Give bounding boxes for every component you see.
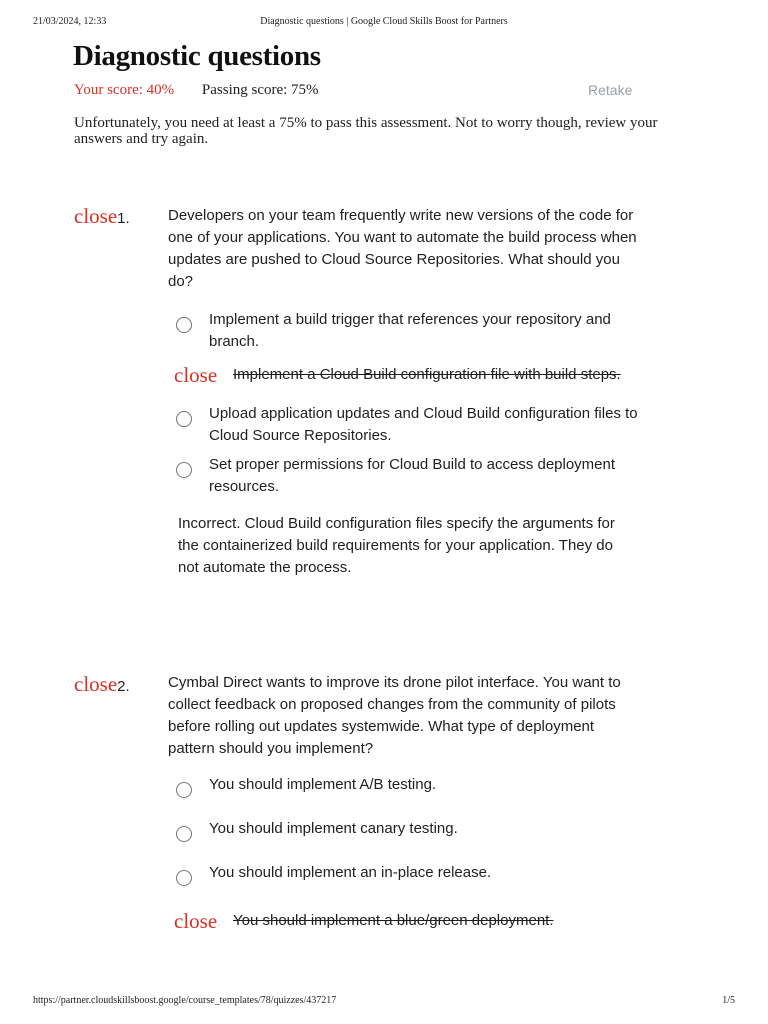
score-line [74, 82, 319, 99]
option-label: You should implement canary testing. [209, 820, 458, 837]
option-label: Upload application updates and Cloud Build configuration files to Cloud Source Repositories. [209, 405, 638, 444]
close-icon: close [174, 363, 218, 387]
passing-score: Passing score: 75% [201, 82, 319, 98]
page-title: Diagnostic questions [73, 40, 321, 72]
radio-button[interactable] [176, 826, 192, 842]
option-label: Implement a build trigger that references your repository and branch. [209, 311, 611, 350]
print-page-title: Diagnostic questions | Google Cloud Skills Boost for Partners [260, 16, 508, 27]
option-label: You should implement A/B testing. [209, 776, 437, 793]
your-score: Your score: 40% [74, 82, 175, 98]
selected-wrong-option[interactable]: Implement a Cloud Build configuration file with build steps. [233, 366, 621, 383]
question-text: Cymbal Direct wants to improve its drone pilot interface. You want to collect feedback on proposed changes from the community of pilots before rolling out updates systemwide. What type of deployment pattern should you implement? [168, 674, 621, 757]
feedback-text: Incorrect. Cloud Build configuration files specify the arguments for the containerized build requirements for your application. They do not automate the process. [178, 515, 615, 576]
radio-button[interactable] [176, 782, 192, 798]
radio-button[interactable] [176, 462, 192, 478]
incorrect-marker-q1 [74, 204, 130, 229]
option-label: Set proper permissions for Cloud Build to access deployment resources. [209, 456, 616, 495]
question-number: 2. [117, 678, 130, 695]
question-text: Developers on your team frequently write new versions of the code for one of your applications. You want to automate the build process when updates are pushed to Cloud Source Repositories. What should you do? [168, 207, 637, 290]
close-icon: close [74, 672, 118, 696]
radio-button[interactable] [176, 870, 192, 886]
print-datetime: 21/03/2024, 12:33 [33, 16, 107, 27]
retake-button[interactable]: Retake [588, 82, 633, 98]
incorrect-marker-q2 [74, 672, 130, 697]
close-icon: close [74, 204, 118, 228]
selected-wrong-option[interactable]: You should implement a blue/green deployment. [233, 912, 554, 929]
radio-button[interactable] [176, 317, 192, 333]
print-page-number: 1/5 [722, 995, 735, 1006]
question-number: 1. [117, 210, 130, 227]
radio-button[interactable] [176, 411, 192, 427]
print-url: https://partner.cloudskillsboost.google/course_templates/78/quizzes/437217 [33, 995, 337, 1006]
result-message: Unfortunately, you need at least a 75% to pass this assessment. Not to worry though, review your answers and try again. [74, 115, 658, 147]
option-label: You should implement an in-place release. [209, 864, 492, 881]
close-icon: close [174, 909, 218, 933]
